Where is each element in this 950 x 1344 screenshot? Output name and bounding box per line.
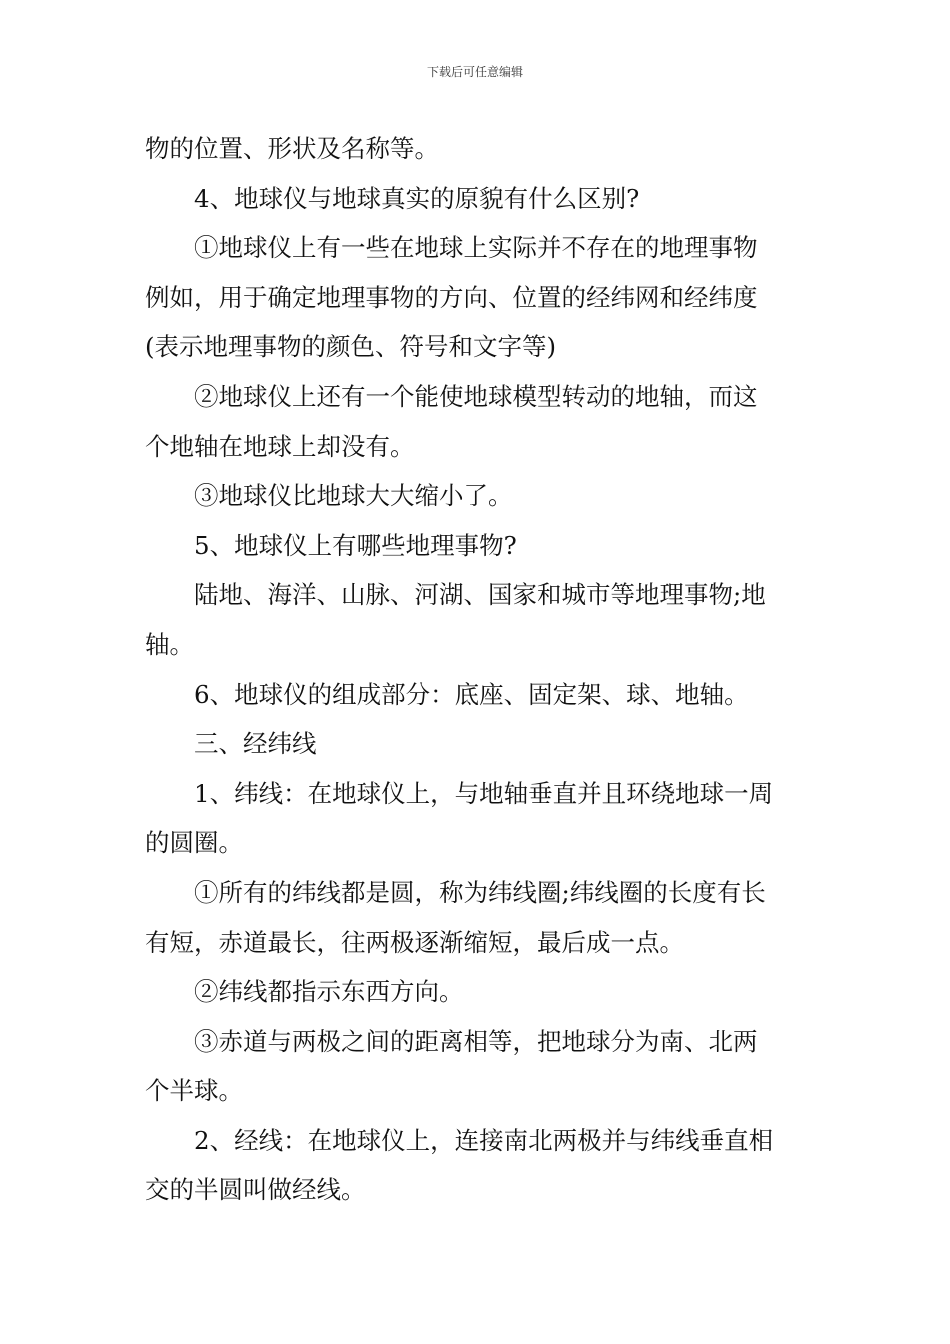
document-body [145, 124, 810, 1215]
text-line: ②地球仪上还有一个能使地球模型转动的地轴，而这 [194, 381, 758, 411]
text-line: 陆地、海洋、山脉、河湖、国家和城市等地理事物;地 [194, 580, 766, 610]
text-line: ③赤道与两极之间的距离相等，把地球分为南、北两 [194, 1026, 758, 1056]
text-line: 个地轴在地球上却没有。 [145, 431, 415, 461]
text-line: 有短，赤道最长，往两极逐渐缩短，最后成一点。 [145, 927, 684, 957]
text-line: 轴。 [145, 629, 194, 659]
text-line: 的圆圈。 [145, 828, 243, 858]
text-line: 个半球。 [145, 1076, 243, 1106]
text-line: ①地球仪上有一些在地球上实际并不存在的地理事物 [194, 233, 758, 263]
text-line: 交的半圆叫做经线。 [145, 1175, 366, 1205]
text-line: 物的位置、形状及名称等。 [145, 134, 439, 163]
text-line: 2、经线：在地球仪上，连接南北两极并与纬线垂直相 [194, 1125, 774, 1155]
text-line: 例如，用于确定地理事物的方向、位置的经纬网和经纬度 [145, 282, 758, 312]
page-header-note: 下载后可任意编辑 [426, 65, 523, 79]
text-line: 4、地球仪与地球真实的原貌有什么区别? [194, 183, 640, 213]
text-line: 5、地球仪上有哪些地理事物? [194, 530, 517, 560]
section-heading: 三、经纬线 [194, 729, 317, 759]
text-line: 1、纬线：在地球仪上，与地轴垂直并且环绕地球一周 [194, 778, 774, 808]
text-line: ②纬线都指示东西方向。 [194, 977, 464, 1007]
text-line: 6、地球仪的组成部分：底座、固定架、球、地轴。 [194, 679, 749, 709]
text-line: (表示地理事物的颜色、符号和文字等) [145, 332, 557, 362]
text-line: ③地球仪比地球大大缩小了。 [194, 481, 513, 511]
text-line: ①所有的纬线都是圆，称为纬线圈;纬线圈的长度有长 [194, 877, 766, 907]
